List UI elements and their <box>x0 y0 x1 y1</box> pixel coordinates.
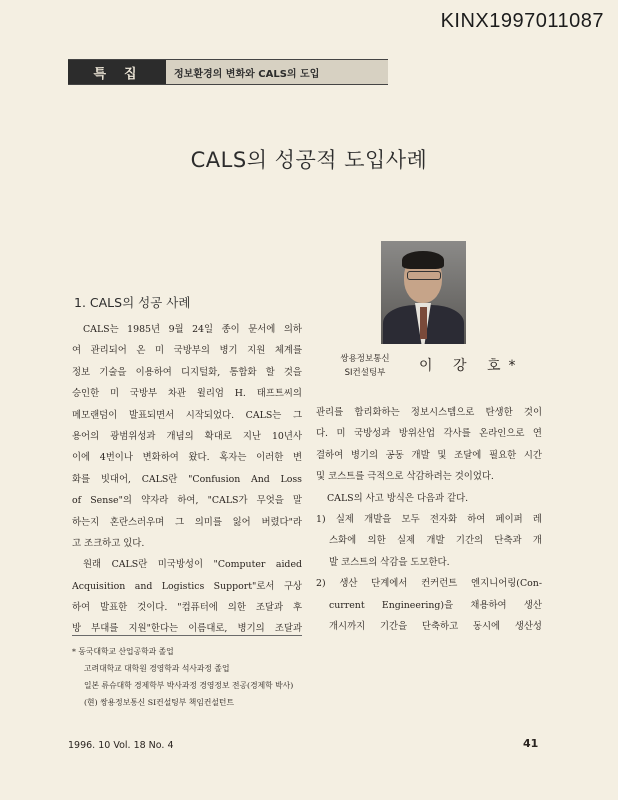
body-line: 방 부대를 지원"한다는 이름대로, 병기의 조달과 <box>72 623 302 635</box>
body-line: 고 조크하고 있다. <box>72 537 145 549</box>
footnote-divider <box>72 635 302 636</box>
section-subtitle: 정보환경의 변화와 CALS의 도입 <box>166 60 388 84</box>
body-line: Acquisition and Logistics Support"로서 구상 <box>72 580 302 592</box>
author-name: 이 강 호* <box>419 358 524 374</box>
author-photo <box>381 241 466 344</box>
article-title: CALS의 성공적 도입사례 <box>190 148 428 172</box>
body-line: 관리를 합리화하는 정보시스템으로 탄생한 것이 <box>316 407 542 418</box>
section-tag: 특집 <box>68 60 166 84</box>
list-item: 2) 생산 단계에서 컨커런트 엔지니어링(Con- <box>316 578 542 590</box>
body-line: CALS의 사고 방식은 다음과 같다. <box>327 492 469 504</box>
body-line: 정보 기술을 이용하여 디지털화, 통합화 할 것을 <box>72 366 302 378</box>
footnote-line: 고려대학교 대학원 경영학과 석사과정 졸업 <box>84 664 230 673</box>
list-item-continuation: 스화에 의한 실제 개발 기간의 단축과 개 <box>329 535 542 547</box>
body-line: 다. 미 국방성과 방위산업 각사를 온라인으로 연 <box>316 428 542 440</box>
section-header-bar <box>68 59 388 85</box>
issue-info: 1996. 10 Vol. 18 No. 4 <box>68 740 174 751</box>
body-column-right <box>316 402 542 637</box>
body-line: 결하여 병기의 공동 개발 및 조달에 필요한 시간 <box>316 449 542 461</box>
body-line: 메모랜덤이 발표되면서 시작되었다. CALS는 그 <box>72 409 302 421</box>
body-line: CALS는 1985년 9월 24일 종이 문서에 의하 <box>83 324 302 335</box>
body-column-left <box>72 319 302 640</box>
footnote-line: * 동국대학교 산업공학과 졸업 <box>72 647 174 656</box>
page-number: 41 <box>523 737 539 750</box>
body-line: 승인한 미 국방부 차관 윌리엄 H. 태프트씨의 <box>72 388 302 400</box>
document-id: KINX1997011087 <box>440 10 604 32</box>
list-item-continuation: 발 코스트의 삭감을 도모한다. <box>329 556 450 568</box>
footnote-line: 일본 류슈대학 경제학부 박사과정 경영정보 전공(경제학 박사) <box>84 681 294 690</box>
author-affiliation <box>330 352 400 380</box>
body-line: 원래 CALS란 미국방성이 "Computer aided <box>83 559 302 571</box>
list-item: 1) 실제 개발을 모두 전자화 하여 페이퍼 레 <box>316 513 542 525</box>
body-line: 여 관리되어 온 미 국방부의 병기 지원 체계를 <box>72 345 302 357</box>
body-line: 용어의 광범위성과 개념의 확대로 지난 10년사 <box>72 430 302 442</box>
footnote-line: (현) 쌍용정보통신 SI컨설팅부 책임컨설턴트 <box>84 698 234 707</box>
body-line: 및 코스트를 극적으로 삭감하려는 것이었다. <box>316 471 494 483</box>
body-line: 이에 4번이나 변화하여 왔다. 혹자는 이러한 변 <box>72 452 302 464</box>
affiliation-line: SI컨설팅부 <box>344 368 386 378</box>
body-line: 화를 빗대어, CALS란 "Confusion And Loss <box>72 473 302 485</box>
list-item-continuation: 개시까지 기간을 단축하고 동시에 생산성 <box>329 620 542 632</box>
body-line: 하는지 혼란스러우며 그 의미를 잃어 버렸다"라 <box>72 516 302 528</box>
affiliation-line: 쌍용정보통신 <box>340 354 390 364</box>
list-item-continuation: current Engineering)을 채용하여 생산 <box>329 599 542 611</box>
body-line: of Sense"의 약자라 하여, "CALS가 무엇을 말 <box>72 495 302 507</box>
body-line: 하여 발표한 것이다. "컴퓨터에 의한 조달과 후 <box>72 602 302 614</box>
author-footnote <box>72 643 293 711</box>
section-heading: 1. CALS의 성공 사례 <box>74 295 191 310</box>
